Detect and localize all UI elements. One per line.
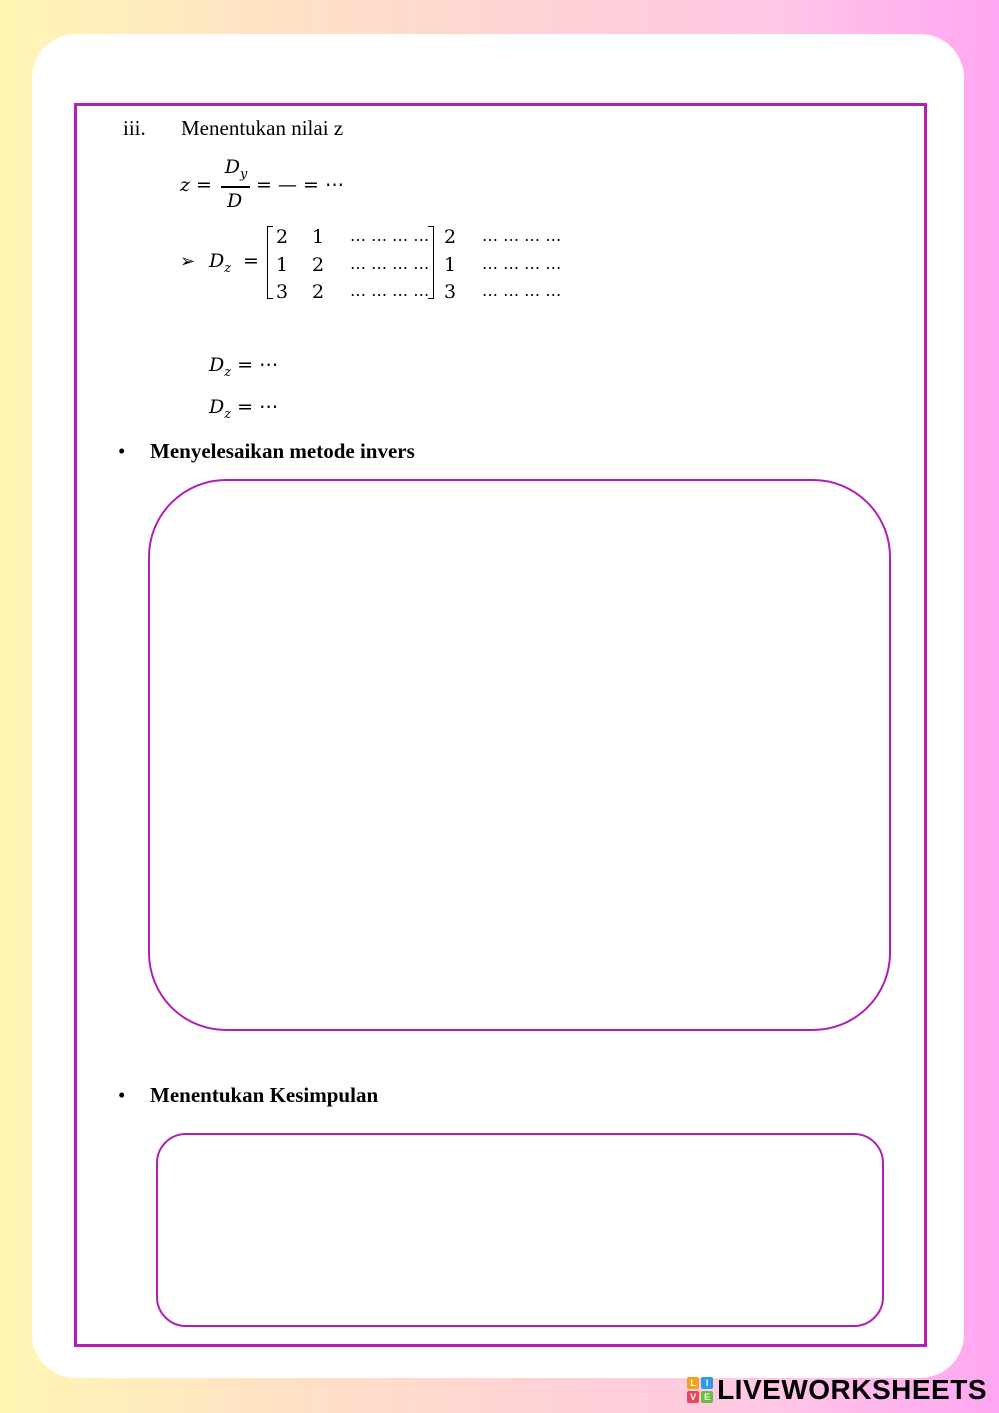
kesimpulan-heading: Menentukan Kesimpulan	[150, 1083, 379, 1107]
bullet-dot: •	[118, 1083, 126, 1107]
section-numeral: iii.	[123, 116, 146, 140]
matrix-cell: … … … …	[482, 254, 562, 273]
matrix-cell: … … … …	[482, 226, 562, 245]
matrix-cell: 1	[444, 254, 457, 276]
logo-grid-icon	[687, 1377, 713, 1403]
matrix-cell: 2	[276, 226, 289, 248]
matrix-cell: 2	[312, 254, 325, 276]
fraction-bar	[221, 186, 250, 188]
formula-denominator: D	[227, 190, 243, 212]
logo-letter: I	[701, 1377, 713, 1389]
matrix-cell: 2	[312, 281, 325, 303]
arrow-bullet-icon: ➢	[180, 251, 196, 271]
matrix-cell: 1	[276, 254, 289, 276]
matrix-cell: 1	[312, 226, 325, 248]
liveworksheets-logo	[687, 1375, 987, 1405]
result-line: $D_z$ = ⋯	[209, 396, 279, 422]
invers-heading: Menyelesaikan metode invers	[150, 439, 415, 463]
matrix-cell: … … … …	[350, 254, 430, 273]
formula-numerator: $D_y$	[224, 156, 248, 182]
kesimpulan-answer-box[interactable]	[156, 1133, 884, 1327]
matrix-cell: 3	[444, 281, 457, 303]
logo-text: LIVEWORKSHEETS	[717, 1374, 987, 1405]
formula-lhs: z =	[180, 174, 212, 196]
bullet-dot: •	[118, 439, 126, 463]
logo-letter: E	[701, 1391, 713, 1403]
matrix-cell: … … … …	[350, 226, 430, 245]
logo-letter: L	[687, 1377, 699, 1389]
matrix-cell: 3	[276, 281, 289, 303]
invers-answer-box[interactable]	[148, 479, 891, 1031]
determinant-label: $D_z$	[209, 250, 232, 276]
logo-letter: V	[687, 1391, 699, 1403]
matrix-cell: … … … …	[482, 281, 562, 300]
section-heading: Menentukan nilai z	[181, 116, 344, 140]
determinant-equals: =	[243, 250, 259, 272]
matrix-cell: … … … …	[350, 281, 430, 300]
result-line: $D_z$ = ⋯	[209, 354, 279, 380]
matrix-left-bracket	[267, 226, 273, 299]
formula-rhs: = — = ⋯	[256, 174, 344, 196]
matrix-cell: 2	[444, 226, 457, 248]
